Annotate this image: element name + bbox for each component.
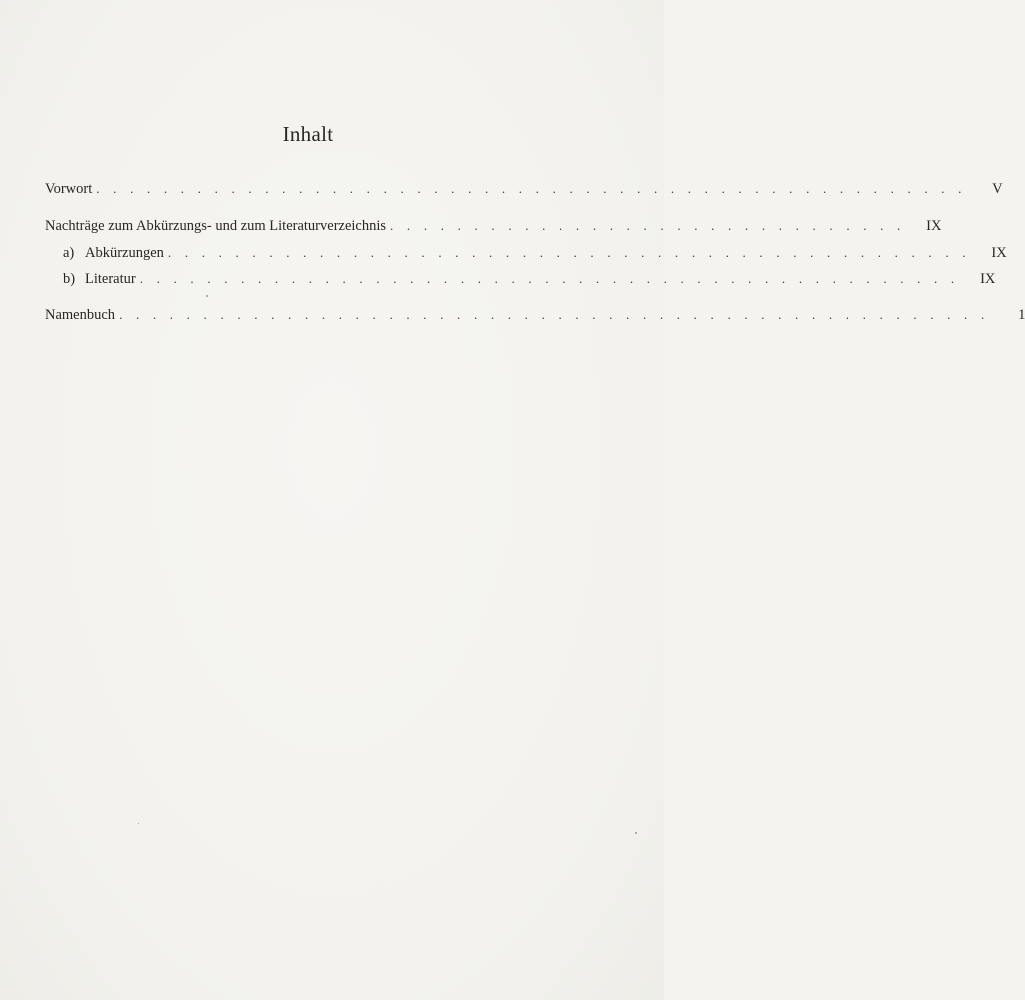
toc-entry-label: Nachträge zum Abkürzungs- und zum Literaturverzeichnis — [45, 218, 387, 234]
dot-leader: . . . . . . . . . . . . . . . . . . . . . . . . . . . . . . . — [390, 218, 906, 233]
paper-speck — [635, 832, 637, 834]
toc-entry-label: Namenbuch — [45, 307, 116, 323]
toc-entry-label: Vorwort — [45, 181, 93, 197]
toc-entry-label — [63, 269, 136, 289]
page-title: Inhalt — [282, 122, 334, 146]
dot-leader: . . . . . . . . . . . . . . . . . . . . . . . . . . . . . . . . . . . . . . . . . . . . . . . . . . . . — [96, 181, 967, 196]
toc-entry-vorwort[interactable] — [45, 179, 1003, 199]
paper-speck — [206, 295, 208, 297]
toc-entry-nachtraege[interactable] — [45, 216, 942, 236]
toc-entry-marker: a) — [63, 245, 75, 261]
toc-entry-label — [63, 243, 164, 263]
toc-entry-page: IX — [980, 271, 996, 287]
toc-entry-page: IX — [926, 218, 942, 234]
dot-leader: . . . . . . . . . . . . . . . . . . . . . . . . . . . . . . . . . . . . . . . . . . . . . . . . . . . . — [119, 307, 990, 322]
toc-entry-page: IX — [991, 245, 1007, 261]
toc-entry-marker: b) — [63, 271, 76, 287]
toc-entry-literatur[interactable] — [63, 269, 996, 289]
dot-leader: . . . . . . . . . . . . . . . . . . . . . . . . . . . . . . . . . . . . . . . . . . . . . . . . — [167, 245, 971, 260]
paper-speck — [138, 823, 139, 824]
toc-entry-page: V — [992, 181, 1003, 197]
toc-entry-abkuerzungen[interactable] — [63, 243, 1007, 263]
dot-leader: . . . . . . . . . . . . . . . . . . . . . . . . . . . . . . . . . . . . . . . . . . . . . . . . . — [139, 271, 960, 286]
toc-entry-page: 1 — [1018, 307, 1025, 323]
toc-entry-namenbuch[interactable] — [45, 305, 1025, 325]
toc-entry-text: Literatur — [85, 271, 136, 287]
toc-entry-text: Abkürzungen — [85, 245, 164, 261]
